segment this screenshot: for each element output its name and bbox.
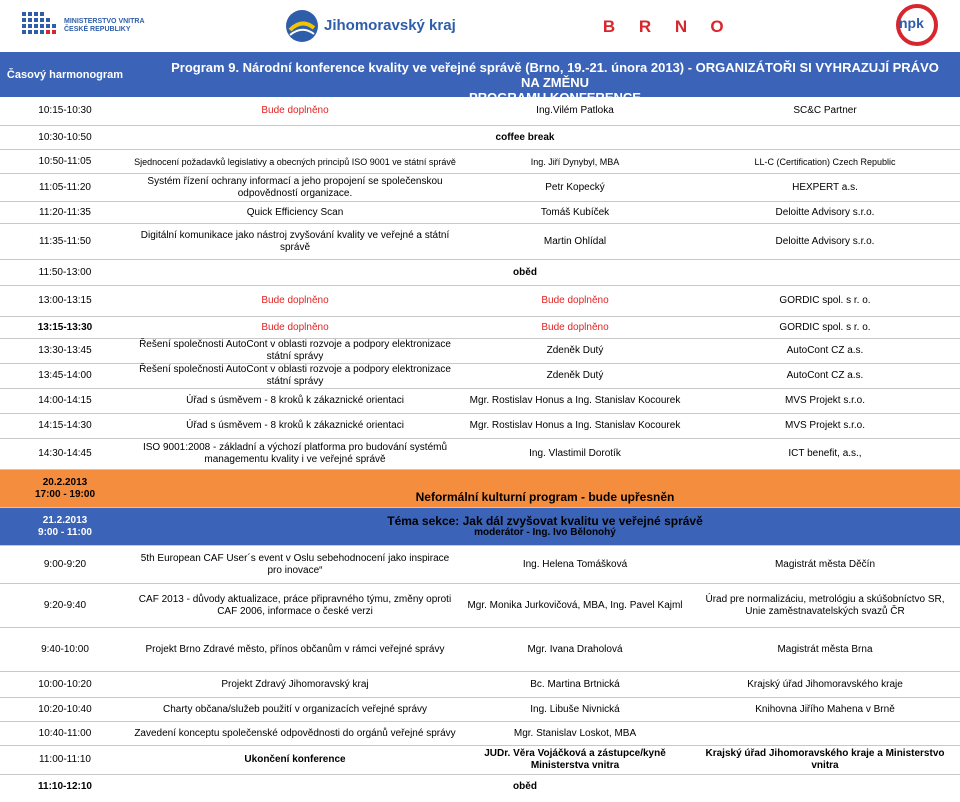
topic-cell: Projekt Zdravý Jihomoravský kraj [221, 678, 369, 690]
brno-logo [596, 14, 766, 40]
topic-cell: CAF 2013 - důvody aktualizace, práce připravného týmu, změny oproti CAF 2006, informace o české verzi [138, 593, 452, 617]
header-schedule-label: Časový harmonogram [6, 68, 124, 81]
topic-cell: ISO 9001:2008 - základní a výchozí platforma pro budování systémů managementu kvality i ve veřejné správě [142, 442, 448, 465]
npk-logo [892, 4, 942, 46]
organization-cell: Deloitte Advisory s.r.o. [775, 206, 875, 218]
time-cell: 10:20-10:40 [38, 703, 92, 715]
time-cell: 11:00-11:10 [39, 754, 91, 765]
topic-cell: Zavedení konceptu společenské odpovědnosti do orgánů veřejné správy [134, 727, 456, 739]
table-row [0, 317, 960, 339]
table-row [0, 628, 960, 672]
organization-cell: ICT benefit, a.s., [788, 448, 862, 459]
speaker-cell: JUDr. Věra Vojáčková a zástupce/kyně Ministerstva vnitra [484, 748, 666, 771]
time-cell: 13:15-13:30 [37, 321, 93, 333]
table-row [0, 698, 960, 722]
time-cell: 11:50-13:00 [38, 266, 92, 278]
topic-cell: Bude doplněno [261, 105, 329, 116]
table-row [0, 775, 960, 798]
time-cell: 11:20-11:35 [39, 206, 91, 218]
time-cell: 10:40-11:00 [38, 727, 92, 739]
organization-cell: GORDIC spol. s r. o. [779, 321, 871, 333]
topic-cell: Quick Efficiency Scan [246, 206, 344, 218]
table-row [0, 286, 960, 317]
time-cell: 10:30-10:50 [38, 131, 92, 143]
speaker-cell: Ing. Helena Tomášková [522, 558, 628, 570]
mvcr-logo [22, 8, 162, 42]
time-cell: 10:50-11:05 [38, 155, 92, 167]
table-row [0, 126, 960, 150]
section-title: Téma sekce: Jak dál zvyšovat kvalitu ve veřejné správě [387, 513, 703, 528]
speaker-cell: Ing.Vilém Patloka [536, 105, 614, 116]
jmk-logo-text: Jihomoravský kraj [324, 17, 456, 34]
time-cell: 14:30-14:45 [38, 448, 92, 459]
organization-cell: SC&C Partner [793, 105, 857, 116]
logo-bar [0, 0, 960, 50]
speaker-cell: Ing. Vlastimil Dorotík [529, 448, 621, 459]
cultural-program-cell: Neformální kulturní program - bude upřesněn [415, 490, 675, 504]
brno-letter-b: B [602, 17, 616, 36]
speaker-cell: Mgr. Rostislav Honus a Ing. Stanislav Kocourek [469, 420, 681, 431]
time-cell: 13:00-13:15 [38, 295, 92, 306]
table-row [0, 722, 960, 746]
organization-cell: Magistrát města Děčín [774, 558, 876, 570]
table-row [0, 364, 960, 389]
organization-cell: AutoCont CZ a.s. [786, 370, 864, 381]
topic-cell: Úřad s úsměvem - 8 kroků k zákaznické orientaci [186, 420, 404, 431]
topic-cell: Úřad s úsměvem - 8 kroků k zákaznické orientaci [186, 395, 404, 406]
section-cell [130, 508, 960, 545]
organization-cell: Úrad pre normalizáciu, metrológiu a skúšobníctvo SR, Unie zaměstnavatelských svazů ČR [705, 593, 945, 617]
table-row [0, 339, 960, 364]
topic-cell: Bude doplněno [261, 321, 329, 333]
table-row [0, 224, 960, 260]
time-cell: 9:00-9:20 [43, 558, 87, 570]
table-row [0, 672, 960, 698]
organization-cell: Deloitte Advisory s.r.o. [775, 235, 875, 247]
topic-cell: Digitální komunikace jako nástroj zvyšování kvality ve veřejné a státní správě [140, 229, 450, 253]
speaker-cell: Zdeněk Dutý [546, 345, 604, 356]
table-row [0, 584, 960, 628]
time-cell: 9:40-10:00 [41, 643, 89, 655]
time-cell: 13:45-14:00 [38, 370, 92, 381]
table-row [0, 439, 960, 470]
time-cell: 13:30-13:45 [38, 345, 92, 356]
time-cell: 11:05-11:20 [39, 181, 91, 193]
organization-cell: HEXPERT a.s. [792, 181, 858, 193]
brno-letter-r: R [638, 17, 652, 36]
table-row [0, 97, 960, 126]
organization-cell [690, 722, 960, 745]
organization-cell: Magistrát města Brna [777, 643, 873, 655]
speaker-cell: Martin Ohlídal [543, 235, 607, 247]
lunch-cell: oběd [513, 266, 537, 278]
title-line-2: PROGRAMU KONFERENCE [469, 90, 641, 105]
table-row [0, 389, 960, 414]
jmk-logo [284, 6, 460, 46]
organization-cell: Krajský úřad Jihomoravského kraje a Ministerstvo vnitra [705, 748, 945, 771]
topic-cell: Sjednocení požadavků legislativy a obecných principů ISO 9001 ve státní správě [134, 156, 456, 167]
table-row [0, 150, 960, 174]
brno-letter-o: O [710, 17, 724, 36]
schedule-table [0, 97, 960, 798]
time-cell: 11:35-11:50 [39, 235, 91, 247]
time-cell: 14:15-14:30 [38, 420, 92, 431]
date-time-cell: 20.2.2013 17:00 - 19:00 [34, 476, 96, 500]
organization-cell: LL-C (Certification) Czech Republic [754, 156, 896, 167]
schedule-header [0, 52, 960, 105]
speaker-cell: Tomáš Kubíček [540, 206, 610, 218]
time-cell: 10:00-10:20 [38, 678, 92, 690]
organization-cell: GORDIC spol. s r. o. [779, 295, 871, 306]
section-moderator: moderátor - Ing. Ivo Bělonohý [474, 526, 616, 538]
topic-cell: Charty občana/služeb použití v organizacích veřejné správy [162, 703, 428, 715]
brno-letter-n: N [674, 17, 688, 36]
organization-cell: AutoCont CZ a.s. [786, 345, 864, 356]
topic-cell: Řešení společnosti AutoCont v oblasti rozvoje a podpory elektronizace státní správy [139, 339, 451, 362]
speaker-cell: Ing. Libuše Nivnická [530, 703, 620, 715]
table-row [0, 414, 960, 439]
speaker-cell: Ing. Jiří Dynybyl, MBA [530, 156, 620, 167]
speaker-cell: Zdeněk Dutý [546, 370, 604, 381]
topic-cell: 5th European CAF User´s event v Oslu sebehodnocení jako inspirace pro inovace“ [140, 552, 450, 576]
topic-cell: Bude doplněno [261, 295, 329, 306]
organization-cell: Krajský úřad Jihomoravského kraje [747, 678, 903, 690]
topic-cell: Projekt Brno Zdravé město, přínos občanům v rámci veřejné správy [145, 643, 445, 655]
speaker-cell: Mgr. Rostislav Honus a Ing. Stanislav Kocourek [469, 395, 681, 406]
speaker-cell: Bude doplněno [541, 295, 609, 306]
speaker-cell: Mgr. Stanislav Loskot, MBA [513, 727, 637, 739]
table-row [0, 202, 960, 224]
speaker-cell: Mgr. Ivana Draholová [527, 643, 623, 655]
organization-cell: Knihovna Jiřího Mahena v Brně [755, 703, 895, 715]
time-cell: 10:15-10:30 [38, 105, 92, 116]
npk-logo-text: npk [899, 15, 924, 31]
table-row [0, 746, 960, 775]
lunch-cell: oběd [513, 780, 537, 792]
mvcr-logo-text: MINISTERSTVO VNITRA ČESKÉ REPUBLIKY [64, 18, 145, 33]
time-cell: 11:10-12:10 [38, 780, 92, 792]
table-row [0, 508, 960, 546]
table-row [0, 260, 960, 286]
topic-cell: Řešení společnosti AutoCont v oblasti rozvoje a podpory elektronizace státní správy [139, 364, 451, 387]
date-time-cell: 21.2.2013 9:00 - 11:00 [38, 514, 92, 538]
table-row [0, 174, 960, 202]
time-cell: 14:00-14:15 [38, 395, 92, 406]
break-cell: coffee break [495, 131, 555, 143]
speaker-cell: Mgr. Monika Jurkovičová, MBA, Ing. Pavel Kajml [467, 599, 683, 611]
table-row [0, 546, 960, 584]
organization-cell: MVS Projekt s.r.o. [784, 420, 866, 431]
organization-cell: MVS Projekt s.r.o. [784, 395, 866, 406]
time-cell: 9:20-9:40 [43, 599, 87, 611]
speaker-cell: Bc. Martina Brtnická [530, 678, 620, 690]
title-line-1: Program 9. Národní konference kvality ve veřejné správě (Brno, 19.-21. února 2013) - ORGANIZÁTOŘI SI VYHRAZUJÍ PRÁVO NA ZMĚNU [171, 60, 939, 90]
topic-cell: Systém řízení ochrany informací a jeho propojení se společenskou odpovědností organizace. [147, 175, 443, 199]
speaker-cell: Petr Kopecký [545, 181, 605, 193]
topic-cell: Ukončení konference [244, 754, 346, 765]
speaker-cell: Bude doplněno [541, 321, 609, 333]
table-row [0, 470, 960, 508]
